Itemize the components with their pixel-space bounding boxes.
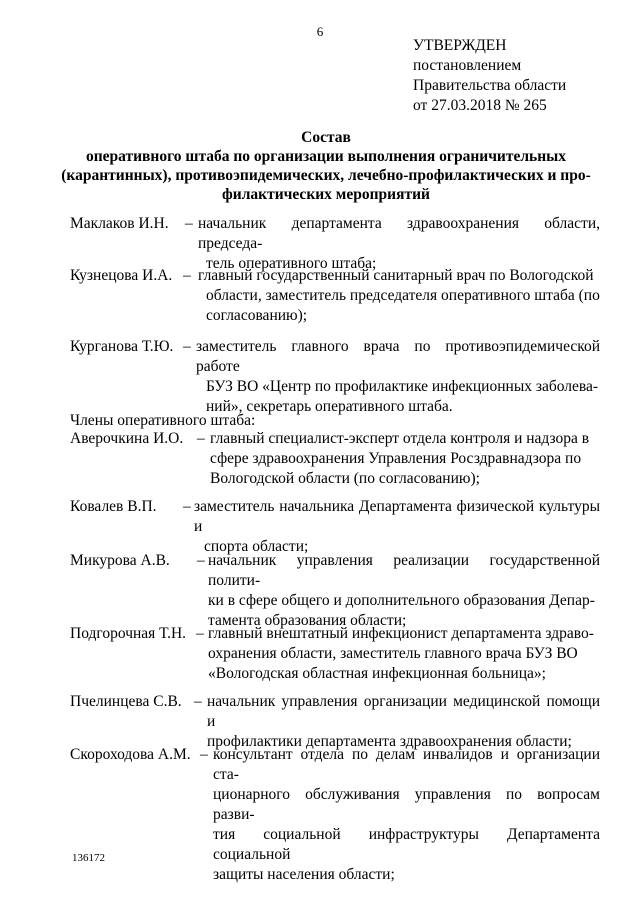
- member-description: [213, 745, 600, 885]
- member-description: [208, 624, 600, 684]
- title-line: филактических мероприятий: [222, 186, 430, 203]
- approval-line: УТВЕРЖДЕН: [413, 37, 507, 54]
- member-dash: –: [197, 552, 205, 569]
- description-line: тия социальной инфраструктуры Департамента социальной: [213, 826, 600, 863]
- member-description: [207, 692, 600, 752]
- description-line: заместитель начальника Департамента физической культуры и: [194, 498, 600, 535]
- description-line: начальник управления организации медицинской помощи и: [207, 693, 600, 730]
- description-line: Вологодской области (по согласованию);: [210, 470, 480, 487]
- member-description: [208, 551, 600, 631]
- description-line: главный специалист-эксперт отдела контроля и надзора в: [210, 430, 590, 447]
- description-line: тель оперативного штаба;: [206, 255, 377, 272]
- title-line: оперативного штаба по организации выполнения ограничительных: [85, 148, 567, 165]
- member-description: [198, 214, 600, 274]
- description-line: области, заместитель председателя оперативного штаба (по: [206, 287, 600, 304]
- description-line: главный государственный санитарный врач по Вологодской: [198, 267, 594, 284]
- document-title: [56, 128, 596, 204]
- page-number: 6: [316, 24, 324, 39]
- description-line: заместитель главного врача по противоэпидемической работе: [196, 338, 600, 375]
- description-line: ний», секретарь оперативного штаба.: [206, 398, 453, 415]
- approval-line: постановлением: [413, 57, 522, 74]
- description-line: тамента образования области;: [208, 612, 407, 629]
- member-description: [196, 337, 600, 417]
- member-description: [194, 497, 600, 557]
- member-name: Курганова Т.Ю.: [70, 338, 174, 355]
- member-dash: –: [194, 693, 202, 710]
- description-line: главный внештатный инфекционист департамента здраво-: [208, 625, 594, 642]
- title-line: Состав: [301, 129, 351, 146]
- approval-stamp: [413, 36, 566, 116]
- description-line: ки в сфере общего и дополнительного образования Депар-: [208, 592, 595, 609]
- member-dash: –: [183, 338, 191, 355]
- member-name: Подгорочная Т.Н.: [70, 625, 187, 642]
- description-line: профилактики департамента здравоохранения области;: [207, 733, 572, 750]
- description-line: «Вологодская областная инфекционная больница»;: [208, 665, 546, 682]
- description-line: спорта области;: [204, 538, 309, 555]
- member-dash: –: [183, 267, 191, 284]
- member-name: Микурова А.В.: [70, 552, 170, 569]
- member-dash: –: [197, 430, 205, 447]
- member-dash: –: [200, 746, 208, 763]
- description-line: защиты населения области;: [213, 866, 395, 883]
- description-line: согласованию);: [206, 307, 308, 324]
- member-name: Скороходова А.М.: [70, 746, 191, 763]
- member-name: Маклаков И.Н.: [70, 215, 169, 232]
- member-dash: –: [196, 625, 204, 642]
- approval-line: от 27.03.2018 № 265: [413, 97, 547, 114]
- description-line: начальник департамента здравоохранения области, председа-: [198, 215, 600, 252]
- member-name: Ковалев В.П.: [70, 498, 157, 515]
- member-name: Пчелинцева С.В.: [70, 693, 182, 710]
- title-line: (карантинных), противоэпидемических, лечебно-профилактических и про-: [61, 167, 591, 184]
- member-name: Аверочкина И.О.: [70, 430, 184, 447]
- member-name: Кузнецова И.А.: [70, 267, 173, 284]
- approval-line: Правительства области: [413, 77, 567, 94]
- description-line: сфере здравоохранения Управления Росздравнадзора по: [210, 450, 582, 467]
- member-description: [210, 429, 600, 489]
- description-line: охранения области, заместитель главного врача БУЗ ВО: [208, 645, 578, 662]
- member-dash: –: [185, 215, 193, 232]
- description-line: ционарного обслуживания управления по вопросам разви-: [213, 786, 600, 823]
- members-heading: Члены оперативного штаба:: [70, 412, 256, 429]
- member-dash: –: [183, 498, 191, 515]
- document-code: 136172: [72, 852, 105, 864]
- description-line: начальник управления реализации государственной полити-: [208, 552, 600, 589]
- member-description: [198, 266, 600, 326]
- description-line: БУЗ ВО «Центр по профилактике инфекционных заболева-: [206, 378, 599, 395]
- description-line: консультант отдела по делам инвалидов и организации ста-: [213, 746, 600, 783]
